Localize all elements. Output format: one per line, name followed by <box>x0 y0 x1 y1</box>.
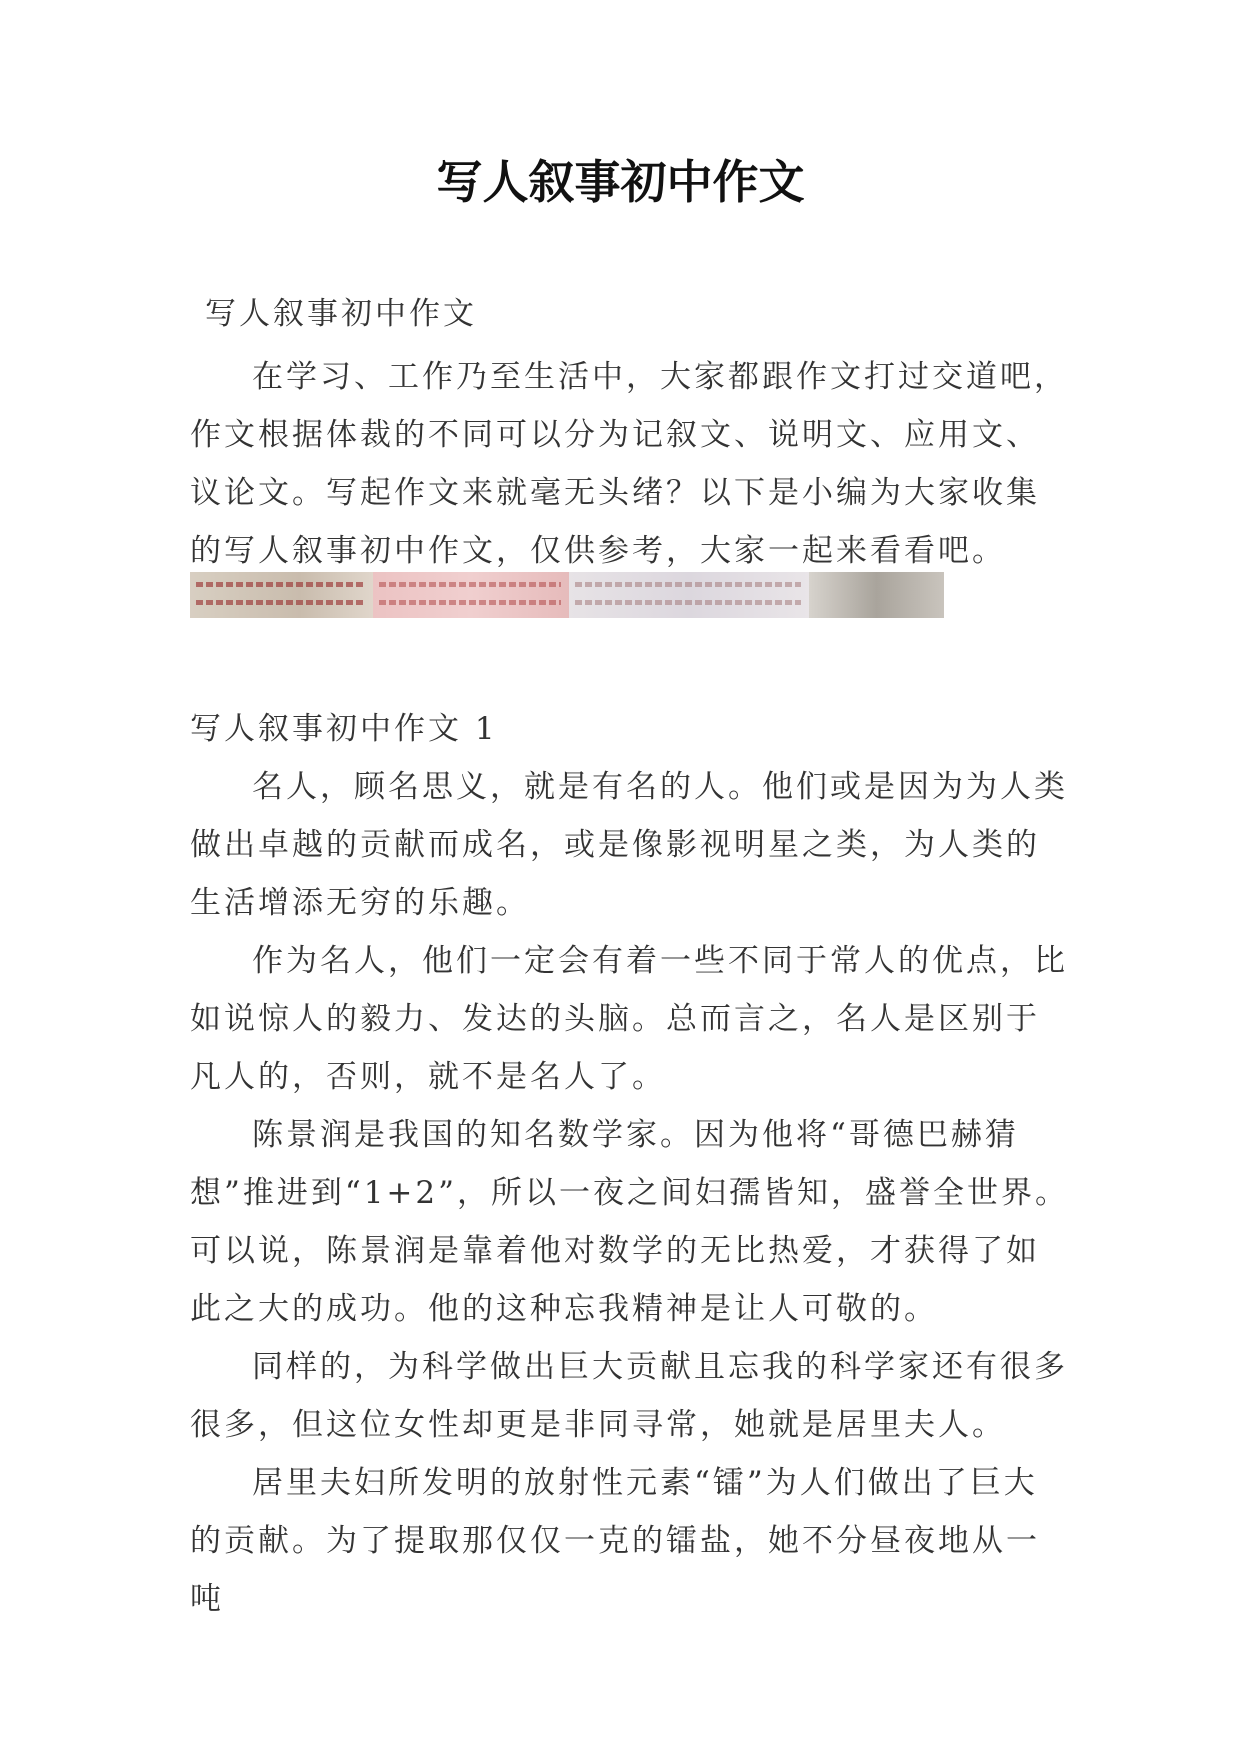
document-subtitle: 写人叙事初中作文 <box>205 296 477 332</box>
photo-strip-segment <box>809 572 944 618</box>
body-paragraph: 作为名人，他们一定会有着一些不同于常人的优点，比如说惊人的毅力、发达的头脑。总而言之，名人是区别于凡人的，否则，就不是名人了。 <box>190 943 1068 1095</box>
essay-section <box>190 700 1070 1628</box>
body-paragraph: 名人，顾名思义，就是有名的人。他们或是因为为人类做出卓越的贡献而成名，或是像影视明星之类，为人类的生活增添无穷的乐趣。 <box>190 769 1068 921</box>
body-paragraph: 同样的，为科学做出巨大贡献且忘我的科学家还有很多很多，但这位女性却更是非同寻常，她就是居里夫人。 <box>190 1349 1068 1443</box>
intro-paragraph: 在学习、工作乃至生活中，大家都跟作文打过交道吧，作文根据体裁的不同可以分为记叙文、说明文、应用文、议论文。写起作文来就毫无头绪？以下是小编为大家收集的写人叙事初中作文，仅供参考，大家一起来看看吧。 <box>190 359 1068 569</box>
page-title: 写人叙事初中作文 <box>436 155 805 209</box>
photo-strip-segment <box>190 572 373 618</box>
photo-strip-segment <box>569 572 809 618</box>
body-paragraph: 陈景润是我国的知名数学家。因为他将“哥德巴赫猜想”推进到“1+2”，所以一夜之间妇孺皆知，盛誉全世界。可以说，陈景润是靠着他对数学的无比热爱，才获得了如此之大的成功。他的这种忘我精神是让人可敬的。 <box>190 1117 1069 1327</box>
intro-block <box>190 348 1070 580</box>
photo-strip-segment <box>373 572 569 618</box>
photo-strip-image <box>190 572 944 618</box>
body-paragraph: 居里夫妇所发明的放射性元素“镭”为人们做出了巨大的贡献。为了提取那仅仅一克的镭盐，她不分昼夜地从一吨 <box>190 1465 1040 1617</box>
section-heading: 写人叙事初中作文 1 <box>190 711 498 747</box>
